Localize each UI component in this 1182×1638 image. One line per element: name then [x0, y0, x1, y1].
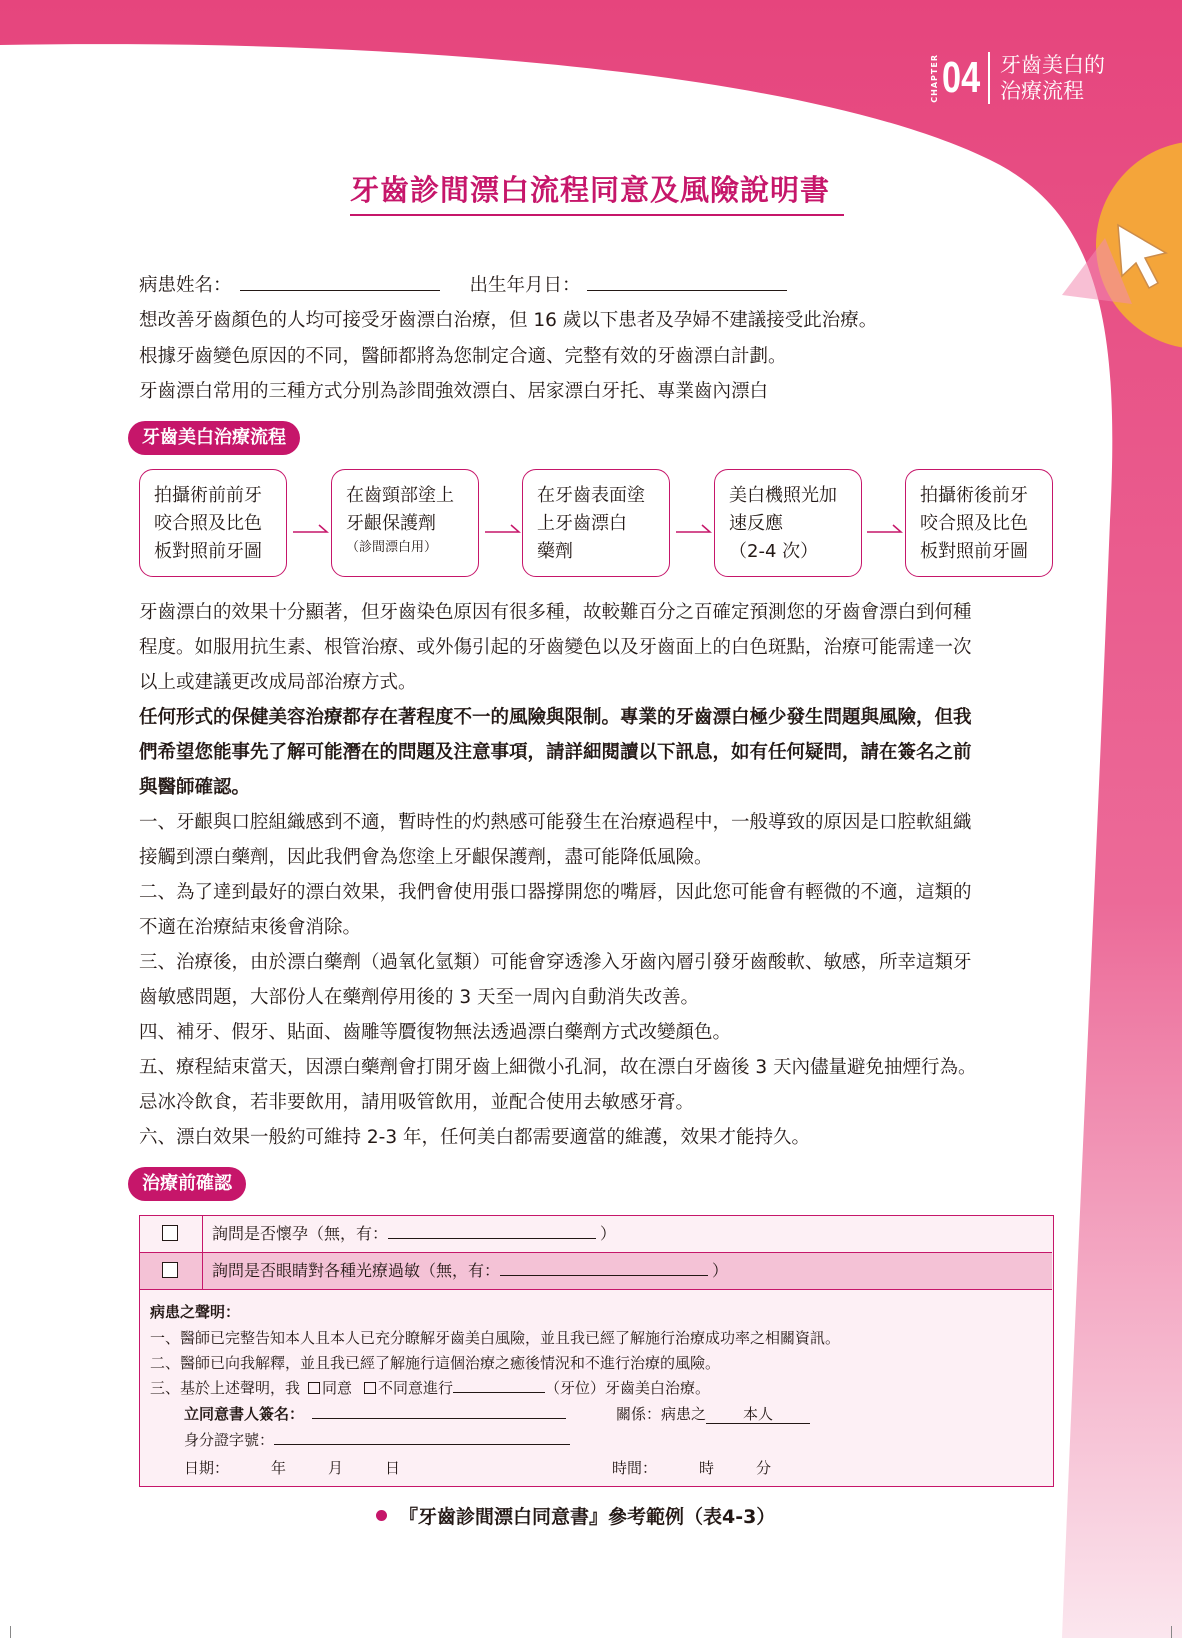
chapter-header — [930, 52, 1105, 104]
chapter-divider — [988, 52, 990, 104]
birth-date-field[interactable] — [587, 272, 787, 291]
flow-step-1: 拍攝術前前牙 咬合照及比色 板對照前牙圖 — [139, 469, 287, 577]
risk-line: 二、為了達到最好的漂白效果，我們會使用張口器撐開您的嘴唇，因此您可能會有輕微的不適，這類的 — [139, 882, 972, 903]
intro-line-3: 牙齒漂白常用的三種方式分別為診間強效漂白、居家漂白牙托、專業齒內漂白 — [139, 381, 769, 402]
flow-arrow-icon — [293, 522, 329, 534]
light-allergy-question: 詢問是否眼睛對各種光療過敏（無，有： ） — [212, 1261, 729, 1280]
crop-mark — [10, 1626, 11, 1638]
flow-step-4: 美白機照光加 速反應 （2-4 次） — [714, 469, 862, 577]
effect-line-3: 以上或建議更改成局部治療方式。 — [139, 672, 417, 693]
signature-field[interactable] — [312, 1405, 566, 1419]
risk-line: 接觸到漂白藥劑，因此我們會為您塗上牙齦保護劑，盡可能降低風險。 — [139, 847, 713, 868]
intro-line-1: 想改善牙齒顏色的人均可接受牙齒漂白治療，但 16 歲以下患者及孕婦不建議接受此治療。 — [139, 310, 878, 331]
id-line: 身分證字號： — [184, 1428, 570, 1453]
risk-line: 不適在治療結束後會消除。 — [139, 917, 362, 938]
bullet-icon — [376, 1510, 387, 1521]
signer-line: 立同意書人簽名： — [184, 1402, 566, 1427]
pregnancy-question: 詢問是否懷孕（無，有： ） — [212, 1224, 617, 1243]
flow-arrow-icon — [676, 522, 712, 534]
flow-arrow-icon — [867, 522, 903, 534]
relation-value[interactable]: 本人 — [706, 1405, 810, 1424]
risk-line: 三、治療後，由於漂白藥劑（過氧化氫類）可能會穿透滲入牙齒內層引發牙齒酸軟、敏感，所幸這類牙 — [139, 952, 972, 973]
pregnancy-checkbox[interactable] — [162, 1225, 178, 1241]
crop-mark — [1171, 1626, 1172, 1638]
table-row — [140, 1216, 1052, 1253]
allergy-checkbox-cell — [140, 1253, 203, 1289]
risk-line: 齒敏感問題，大部份人在藥劑停用後的 3 天至一周內自動消失改善。 — [139, 987, 700, 1008]
patient-name-label: 病患姓名： — [139, 275, 232, 296]
title-underline — [350, 214, 844, 216]
pregnancy-detail-field[interactable] — [388, 1224, 596, 1239]
warning-line-2: 們希望您能事先了解可能潛在的問題及注意事項，請詳細閱讀以下訊息，如有任何疑問，請在簽名之前 — [139, 742, 972, 763]
effect-line-2: 程度。如服用抗生素、根管治療、或外傷引起的牙齒變色以及牙齒面上的白色斑點，治療可能需達一次 — [139, 637, 972, 658]
declaration-line-1: 一、醫師已完整告知本人且本人已充分瞭解牙齒美白風險，並且我已經了解施行治療成功率之相關資訊。 — [150, 1329, 841, 1347]
allergy-checkbox[interactable] — [162, 1262, 178, 1278]
table-row — [140, 1253, 1052, 1290]
relation-line: 關係：病患之 本人 — [616, 1402, 810, 1427]
agree-checkbox[interactable] — [308, 1382, 320, 1394]
birth-date-label: 出生年月日： — [469, 275, 581, 296]
intro-line-2: 根據牙齒變色原因的不同，醫師都將為您制定合適、完整有效的牙齒漂白計劃。 — [139, 346, 787, 367]
warning-line-1: 任何形式的保健美容治療都存在著程度不一的風險與限制。專業的牙齒漂白極少發生問題與風險，但我 — [139, 707, 972, 728]
risk-line: 一、牙齦與口腔組織感到不適，暫時性的灼熱感可能發生在治療過程中，一般導致的原因是口腔軟組織 — [139, 812, 972, 833]
id-number-field[interactable] — [274, 1431, 570, 1445]
figure-caption: 『牙齒診間漂白同意書』參考範例（表4-3） — [376, 1502, 775, 1529]
chapter-title: 牙齒美白的 治療流程 — [1000, 53, 1105, 103]
declaration-line-2: 二、醫師已向我解釋，並且我已經了解施行這個治療之癒後情況和不進行治療的風險。 — [150, 1354, 721, 1372]
effect-line-1: 牙齒漂白的效果十分顯著，但牙齒染色原因有很多種，故較難百分之百確定預測您的牙齒會漂白到何種 — [139, 602, 972, 623]
tooth-position-field[interactable] — [453, 1379, 545, 1393]
patient-name-field[interactable] — [240, 272, 440, 291]
flow-arrow-icon — [485, 522, 521, 534]
flow-step-3: 在牙齒表面塗 上牙齒漂白 藥劑 — [522, 469, 670, 577]
pregnancy-checkbox-cell — [140, 1216, 203, 1252]
confirm-heading: 治療前確認 — [128, 1167, 246, 1201]
confirmation-table — [139, 1215, 1054, 1487]
chapter-tag: CHAPTER — [930, 53, 939, 103]
date-line: 日期： 年 月 日 — [184, 1459, 401, 1477]
risk-line: 五、療程結束當天，因漂白藥劑會打開牙齒上細微小孔洞，故在漂白牙齒後 3 天內儘量避免抽煙行為。 — [139, 1057, 977, 1078]
flow-step-5: 拍攝術後前牙 咬合照及比色 板對照前牙圖 — [905, 469, 1053, 577]
flow-heading: 牙齒美白治療流程 — [128, 421, 300, 455]
allergy-detail-field[interactable] — [500, 1261, 708, 1276]
chapter-number: 04 — [942, 53, 981, 102]
warning-line-3: 與醫師確認。 — [139, 777, 251, 798]
flow-step-2: 在齒頸部塗上 牙齦保護劑 （診間漂白用） — [331, 469, 479, 577]
declaration-title: 病患之聲明： — [150, 1303, 241, 1321]
disagree-checkbox[interactable] — [364, 1382, 376, 1394]
risk-line: 四、補牙、假牙、貼面、齒雕等贗復物無法透過漂白藥劑方式改變顏色。 — [139, 1022, 732, 1043]
document-title: 牙齒診間漂白流程同意及風險說明書 — [349, 173, 830, 207]
time-line: 時間： 時 分 — [612, 1459, 772, 1477]
risk-line: 六、漂白效果一般約可維持 2-3 年，任何美白都需要適當的維護，效果才能持久。 — [139, 1127, 810, 1148]
patient-info-line — [139, 268, 1054, 303]
risk-line: 忌冰冷飲食，若非要飲用，請用吸管飲用，並配合使用去敏感牙膏。 — [139, 1092, 695, 1113]
declaration-line-3: 三、基於上述聲明，我 同意 不同意進行 （牙位）牙齒美白治療。 — [150, 1379, 711, 1397]
